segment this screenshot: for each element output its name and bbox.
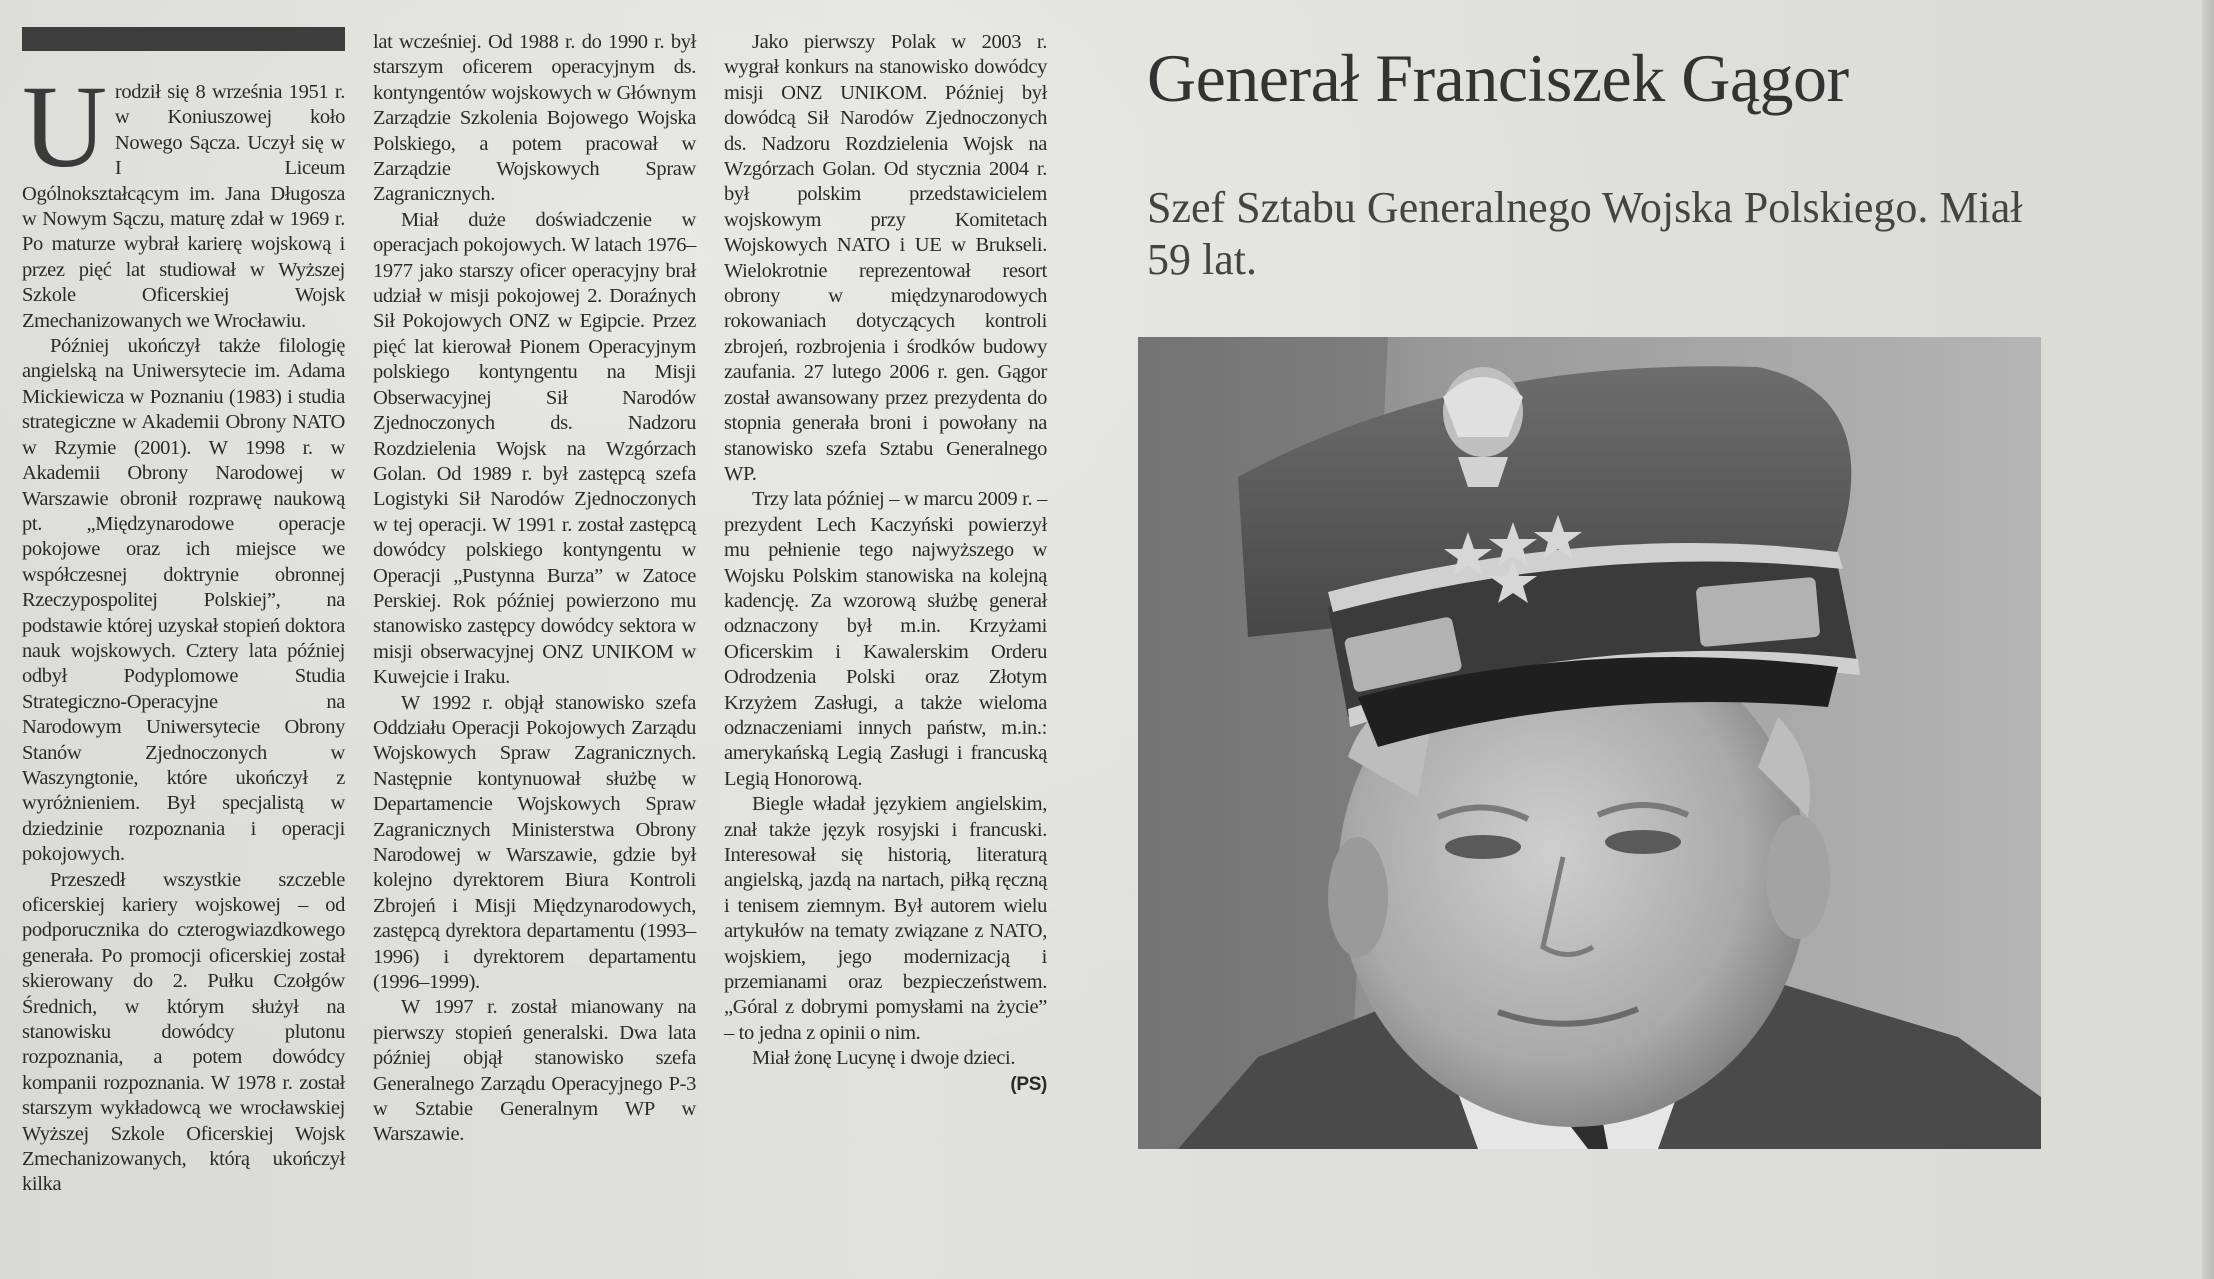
paragraph: Przeszedł wszystkie szczeble oficerskiej kariery wojskowej – od podporucznika do czterogwiazdkowego generała. Po promocji oficerskiej został skierowany do 2. Pułku Czołgów Średnich, w którym służył na stanowisku dowódcy plutonu rozpoznania, a potem dowódcy kompanii rozpoznania. W 1978 r. został starszym wykładowcą we wrocławskiej Wyższej Szkole Oficerskiej Wojsk Zmechanizowanych, którą ukończył kilka [22,868,345,1196]
article-column-2 [373,30,696,1148]
author-signature: (PS) [1010,1073,1047,1095]
article-column-3 [724,30,1047,1097]
drop-cap: U [22,61,107,192]
paragraph: Później ukończył także filologię angielską na Uniwersytecie im. Adama Mickiewicza w Poznaniu (1983) i studia strategiczne w Akademii Obrony NATO w Rzymie (2001). W 1998 r. w Akademii Obrony Narodowej w Warszawie obronił rozprawę naukową pt. „Międzynarodowe operacje pokojowe oraz ich miejsce we współczesnej doktrynie obronnej Rzeczypospolitej Polskiej”, na podstawie której uzyskał stopień doktora nauk wojskowych. Cztery lata później odbył Podyplomowe Studia Strategiczno-Operacyjne na Narodowym Uniwersytecie Obrony Stanów Zjednoczonych w Waszyngtonie, które ukończył z wyróżnieniem. Był specjalistą w dziedzinie rozpoznania i operacji pokojowych. [22,335,345,866]
paragraph: Miał duże doświadczenie w operacjach pokojowych. W latach 1976–1977 jako starszy oficer operacyjny brał udział w misji pokojowej 2. Doraźnych Sił Pokojowych ONZ w Egipcie. Przez pięć lat kierował Pionem Operacyjnym polskiego kontyngentu na Misji Obserwacyjnej Sił Narodów Zjednoczonych ds. Nadzoru Rozdzielenia Wojsk na Wzgórzach Golan. Od 1989 r. był zastępcą szefa Logistyki Sił Narodów Zjednoczonych w tej operacji. W 1991 r. został zastępcą dowódcy polskiego kontyngentu w Operacji „Pustynna Burza” w Zatoce Perskiej. Rok później powierzono mu stanowisko zastępcy dowódcy sektora w misji obserwacyjnej ONZ UNIKOM w Kuwejcie i Iraku. [373,208,696,689]
section-bar [22,27,345,51]
paragraph: W 1997 r. został mianowany na pierwszy stopień generalski. Dwa lata później objął stanowisko szefa Generalnego Zarządu Operacyjnego P-3 w Sztabie Generalnym WP w Warszawie. [373,996,696,1146]
paragraph: W 1992 r. objął stanowisko szefa Oddziału Operacji Pokojowych Zarządu Wojskowych Spraw Zagranicznych. Następnie kontynuował służbę w Departamencie Wojskowych Spraw Zagranicznych Ministerstwa Obrony Narodowej w Warszawie, gdzie był kolejno dyrektorem Biura Kontroli Zbrojeń i Misji Międzynarodowych, zastępcą dyrektora departamentu (1993–1996) i dyrektorem departamentu (1996–1999). [373,691,696,994]
paragraph: Biegle władał językiem angielskim, znał także język rosyjski i francuski. Interesował się historią, literaturą angielską, jazdą na nartach, piłką ręczną i tenisem ziemnym. Był autorem wielu artykułów na tematy związane z NATO, wojskiem, jego modernizacją i przemianami oraz bezpieczeństwem. „Góral z dobrymi pomysłami na życie” – to jedna z opinii o nim. [724,793,1047,1044]
paragraph-text: Miał żonę Lucynę i dwoje dzieci. [752,1047,1016,1070]
portrait-illustration [1138,337,2041,1149]
page-title: Generał Franciszek Gągor [1147,40,1849,116]
paragraph [724,1046,1047,1095]
portrait-photo [1138,337,2041,1149]
article-column-1 [22,61,345,1198]
subtitle: Szef Sztabu Generalnego Wojska Polskiego. Miał 59 lat. [1147,183,2023,284]
paragraph: Jako pierwszy Polak w 2003 r. wygrał konkurs na stanowisko dowódcy misji ONZ UNIKOM. Później był dowódcą Sił Narodów Zjednoczonych ds. Nadzoru Rozdzielenia Wojsk na Wzgórzach Golan. Od stycznia 2004 r. był polskim przedstawicielem wojskowym przy Komitetach Wojskowych NATO i UE w Brukseli. Wielokrotnie reprezentował resort obrony w międzynarodowych rokowaniach dotyczących kontroli zbrojeń, rozbrojenia i środków budowy zaufania. 27 lutego 2006 r. gen. Gągor został awansowany przez prezydenta do stopnia generała broni i powołany na stanowisko szefa Sztabu Generalnego WP. [724,31,1047,485]
page-edge [2202,0,2214,1279]
paragraph-text: rodził się 8 września 1951 r. w Koniuszowej koło Nowego Sącza. Uczył się w I Liceum Ogólnokształcącym im. Jana Długosza w Nowym Sączu, maturę zdał w 1969 r. Po maturze wybrał karierę wojskową i przez pięć lat studiował w Wyższej Szkole Oficerskiej Wojsk Zmechanizowanych we Wrocławiu. [22,81,345,332]
paragraph: lat wcześniej. Od 1988 r. do 1990 r. był starszym oficerem operacyjnym ds. kontyngentów wojskowych w Głównym Zarządzie Szkolenia Bojowego Wojska Polskiego, a potem pracował w Zarządzie Wojskowych Spraw Zagranicznych. [373,31,696,206]
paragraph: Trzy lata później – w marcu 2009 r. – prezydent Lech Kaczyński powierzył mu pełnienie tego najwyższego w Wojsku Polskim stanowiska na kolejną kadencję. Za wzorową służbę generał odznaczony był m.in. Krzyżami Oficerskim i Kawalerskim Orderu Odrodzenia Polski oraz Złotym Krzyżem Zasługi, a także wieloma odznaczeniami innych państw, m.in.: amerykańską Legią Zasługi i francuską Legią Honorową. [724,488,1047,790]
paragraph [22,61,345,334]
